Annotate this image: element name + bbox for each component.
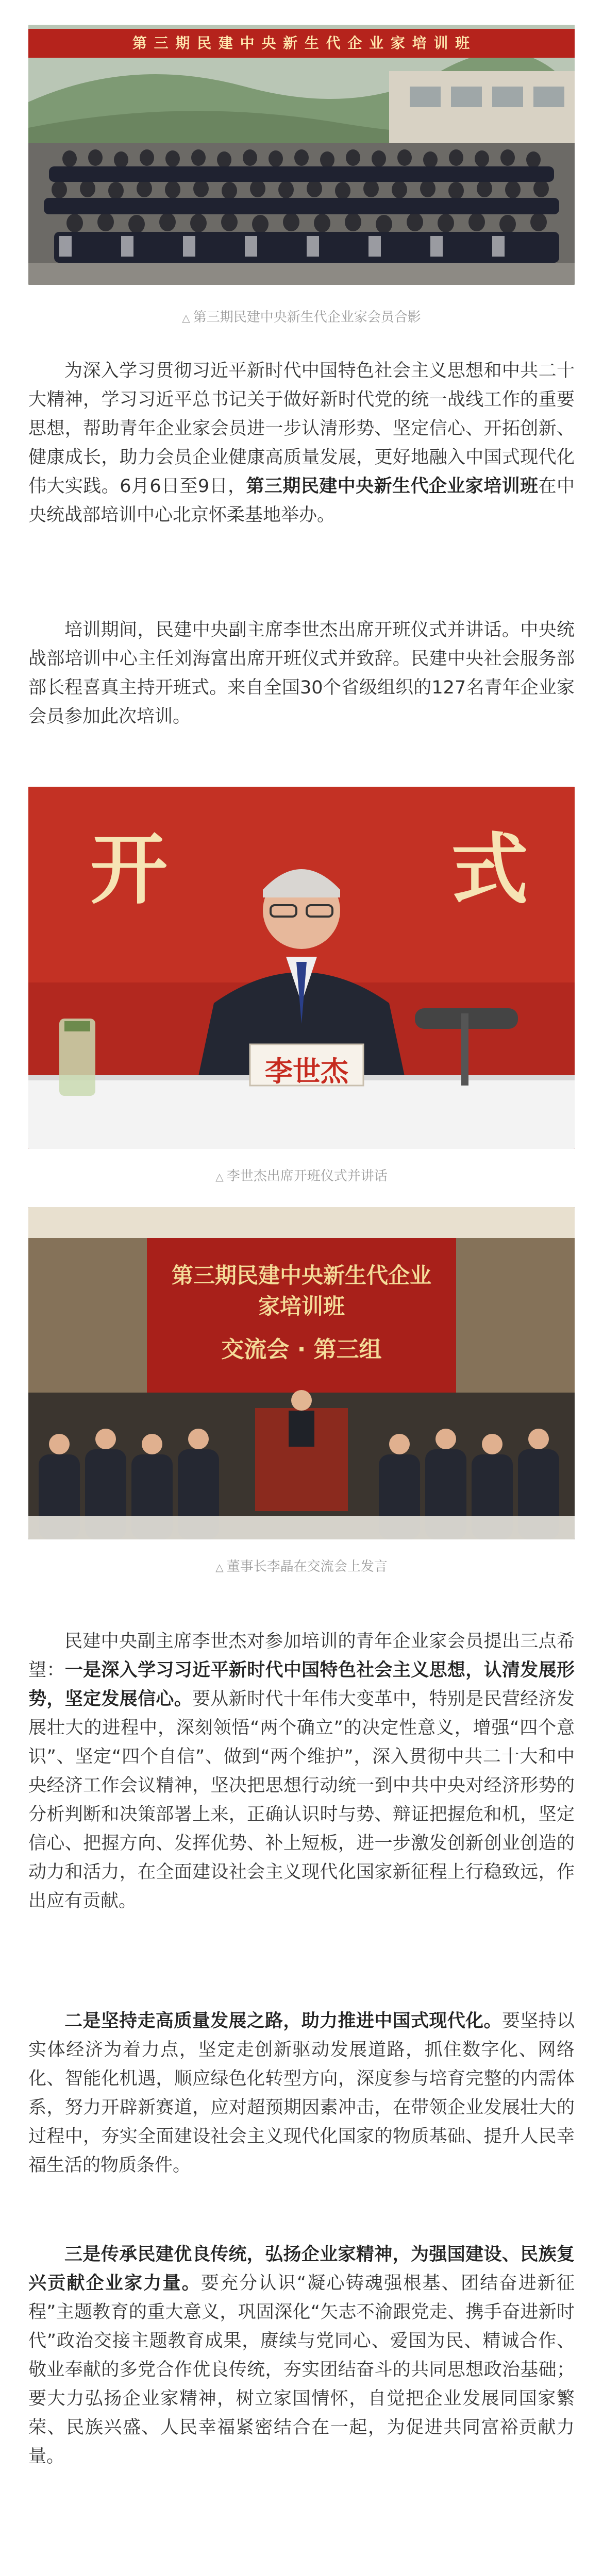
exchange-photo bbox=[28, 1207, 575, 1539]
group-photo-image bbox=[28, 25, 575, 285]
group-photo-banner: 第 三 期 民 建 中 央 新 生 代 企 业 家 培 训 班 bbox=[132, 35, 471, 52]
caption-text: 董事长李晶在交流会上发言 bbox=[226, 1559, 388, 1574]
paragraph-text: 在中央统战部培训中心北京怀柔基地举办。 bbox=[28, 476, 575, 526]
exchange-photo-caption bbox=[0, 1556, 603, 1575]
caption-text: 李世杰出席开班仪式并讲话 bbox=[226, 1168, 388, 1184]
triangle-icon: △ bbox=[182, 312, 190, 324]
triangle-icon: △ bbox=[215, 1171, 224, 1183]
paragraph-bold: 三是传承民建优良传统，弘扬企业家精神，为强国建设、民族复兴贡献企业家力量。 bbox=[28, 2244, 575, 2294]
speech-photo-caption bbox=[0, 1165, 603, 1184]
paragraph-text: 要充分认识“凝心铸魂强根基、团结奋进新征程”主题教育的重大意义，巩固深化“矢志不渝跟党走、携手奋进新时代”政治交接主题教育成果，赓续与党同心、爱国为民、精诚合作、敬业奉献的多党合作优良传统，夯实团结奋斗的共同思想政治基础；要大力弘扬企业家精神，树立家国情怀，自觉把企业发展同国家繁荣、民族兴盛、人民幸福紧密结合在一起，为促进共同富裕贡献力量。 bbox=[28, 2273, 575, 2467]
exchange-banner-line3: 交流会 · 第三组 bbox=[221, 1336, 382, 1363]
triangle-icon: △ bbox=[215, 1561, 224, 1573]
group-photo bbox=[28, 25, 575, 285]
paragraph-opening bbox=[28, 616, 575, 731]
speech-banner-left: 开 bbox=[90, 825, 168, 915]
group-photo-caption bbox=[0, 307, 603, 326]
paragraph-hope-two bbox=[28, 2007, 575, 2180]
paragraph-hopes bbox=[28, 1627, 575, 1916]
paragraph-text: 为深入学习贯彻习近平新时代中国特色社会主义思想和中共二十大精神，学习习近平总书记关于做好新时代党的统一战线工作的重要思想，帮助青年企业家会员进一步认清形势、坚定信心、开拓创新、健康成长，助力会员企业健康高质量发展，更好地融入中国式现代化伟大实践。6月6日至9日， bbox=[28, 361, 575, 497]
paragraph-hope-three bbox=[28, 2240, 575, 2471]
exchange-photo-image bbox=[28, 1207, 575, 1539]
exchange-banner-line1: 第三期民建中央新生代企业 bbox=[171, 1263, 431, 1288]
caption-text: 第三期民建中央新生代企业家会员合影 bbox=[193, 310, 421, 325]
speech-photo bbox=[28, 787, 575, 1149]
paragraph-text: 民建中央副主席李世杰对参加培训的青年企业家会员提出三点希望： bbox=[28, 1631, 575, 1681]
paragraph-text: 培训期间，民建中央副主席李世杰出席开班仪式并讲话。中央统战部培训中心主任刘海富出席开班仪式并致辞。民建中央社会服务部部长程喜真主持开班式。来自全国30个省级组织的127名青年企业家会员参加此次培训。 bbox=[28, 620, 575, 727]
paragraph-bold: 一是深入学习习近平新时代中国特色社会主义思想，认清发展形势，坚定发展信心。 bbox=[28, 1660, 575, 1709]
paragraph-text: 要坚持以实体经济为着力点，坚定走创新驱动发展道路，抓住数字化、网络化、智能化机遇，顺应绿色化转型方向，深度参与培育完整的内需体系，努力开辟新赛道，应对超预期因素冲击，在带领企业发展壮大的过程中，夯实全面建设社会主义现代化国家的物质基础、提升人民幸福生活的物质条件。 bbox=[28, 2011, 575, 2176]
paragraph-bold: 二是坚持走高质量发展之路，助力推进中国式现代化。 bbox=[64, 2011, 502, 2031]
paragraph-bold: 第三期民建中央新生代企业家培训班 bbox=[246, 476, 539, 497]
paragraph-text: 要从新时代十年伟大变革中，特别是民营经济发展壮大的进程中，深刻领悟“两个确立”的决定性意义，增强“四个意识”、坚定“四个自信”、做到“两个维护”，深入贯彻中共二十大和中央经济工作会议精神，坚决把思想行动统一到中共中央对经济形势的分析判断和决策部署上来，正确认识时与势、辩证把握危和机，坚定信心、把握方向、发挥优势、补上短板，进一步激发创新创业创造的动力和活力，在全面建设社会主义现代化国家新征程上行稳致远，作出应有贡献。 bbox=[28, 1689, 575, 1911]
speech-name-plate: 李世杰 bbox=[265, 1055, 348, 1088]
paragraph-intro bbox=[28, 357, 575, 530]
exchange-banner-line2: 家培训班 bbox=[258, 1294, 345, 1319]
speech-banner-right: 式 bbox=[451, 825, 529, 915]
